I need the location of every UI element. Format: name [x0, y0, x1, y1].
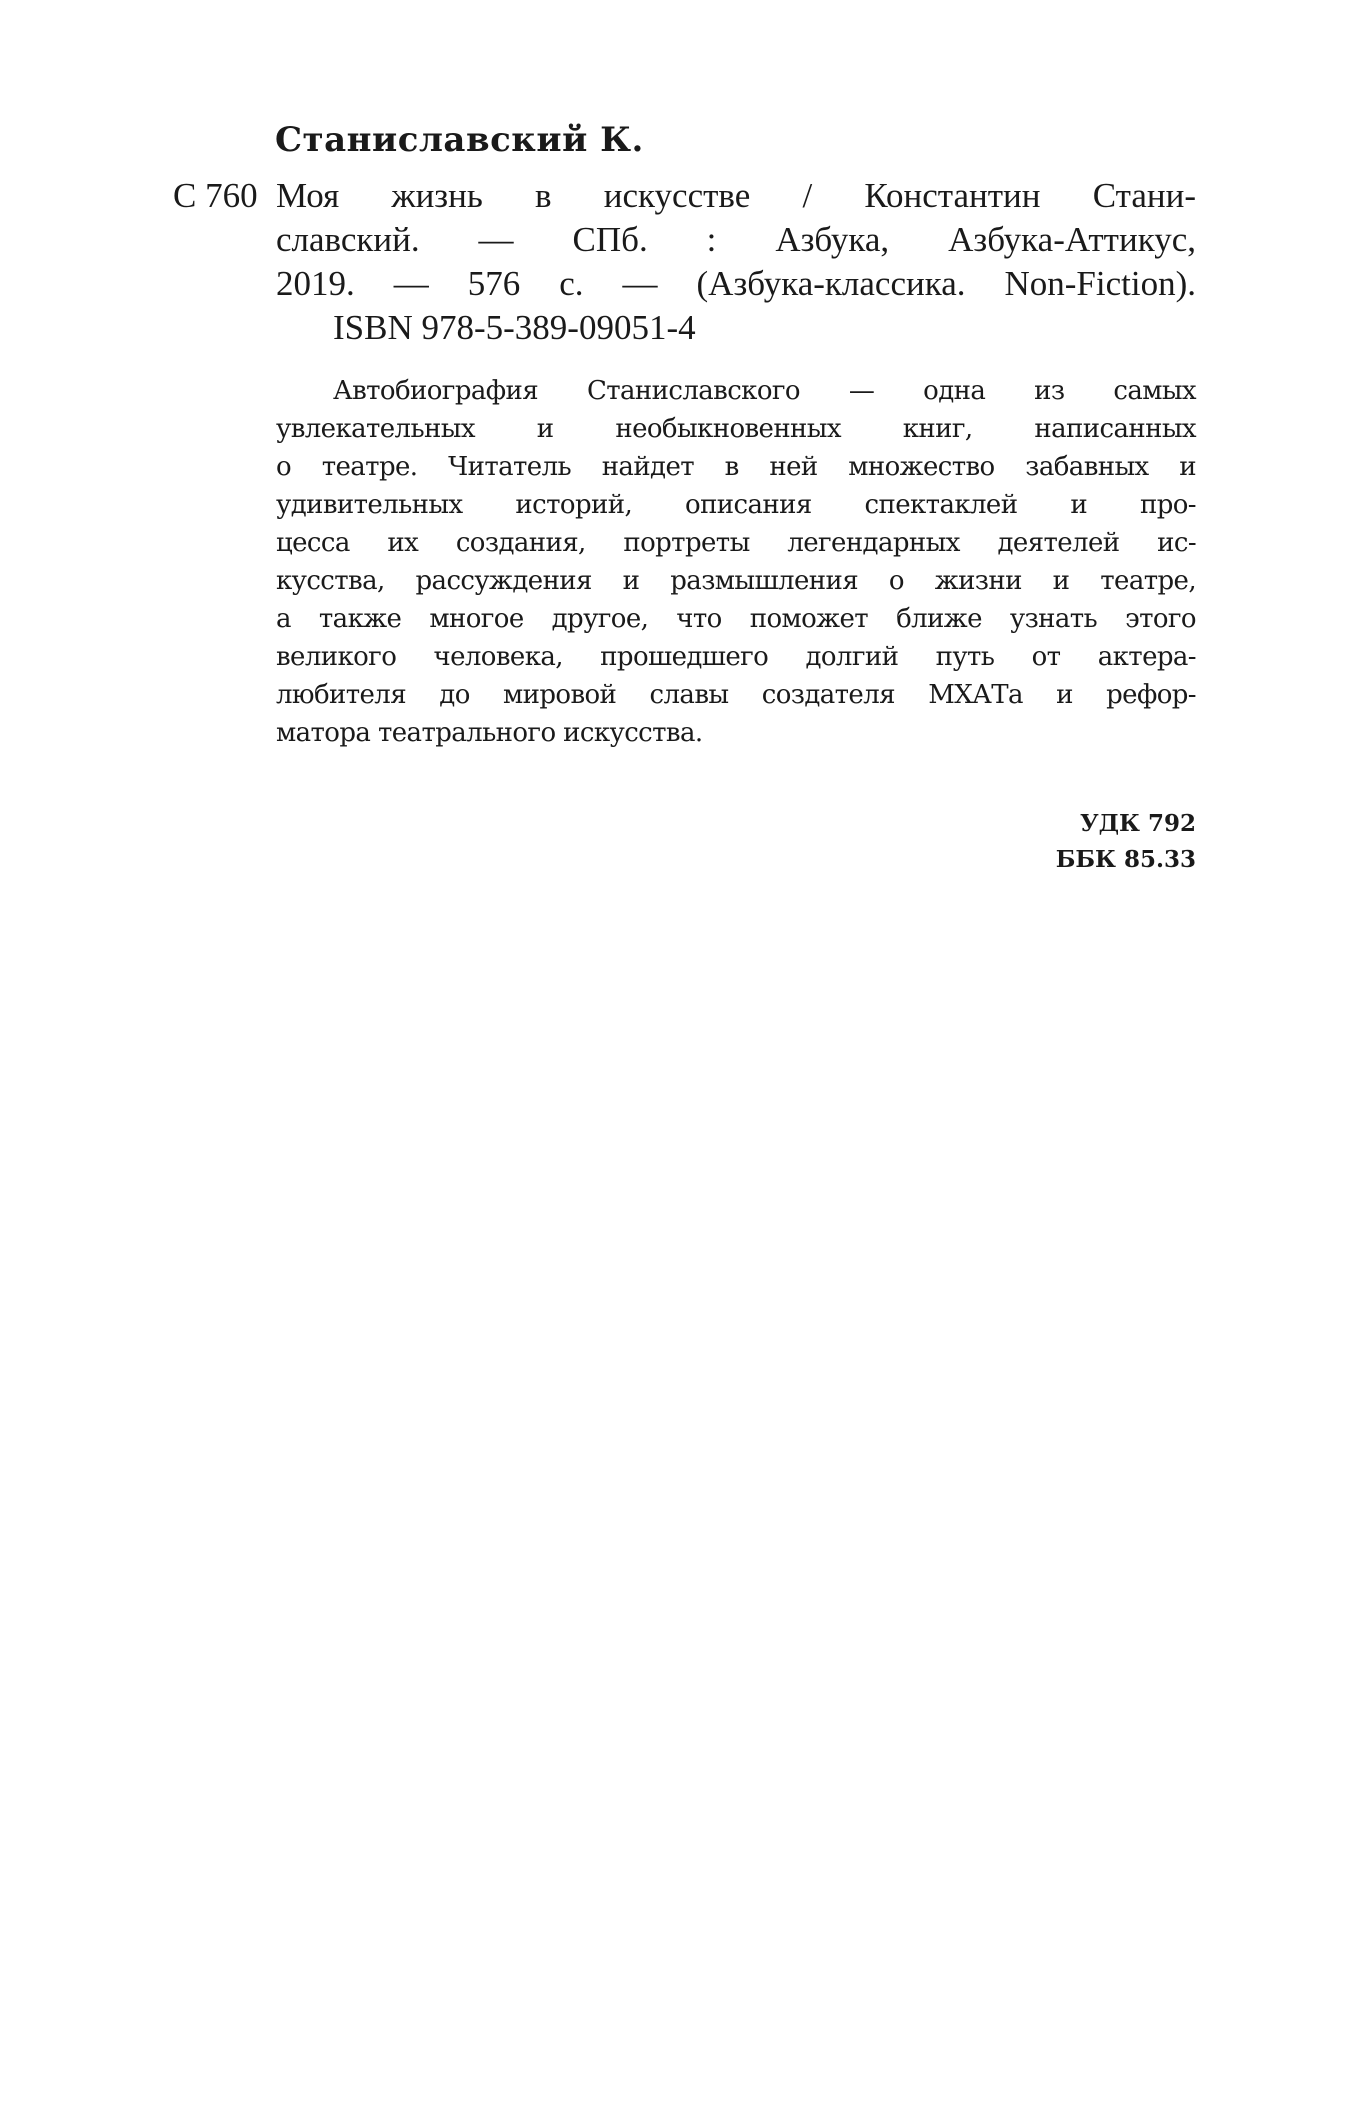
entry-line-title: Моя жизнь в искусстве / Константин Стани- — [276, 176, 1196, 215]
classification-indexes — [1056, 806, 1196, 878]
annotation-line: цесса их создания, портреты легендарных деятелей ис- — [276, 528, 1196, 558]
udc-code: УДК 792 — [1079, 810, 1196, 837]
annotation-line: любителя до мировой славы создателя МХАТа и рефор- — [276, 680, 1196, 710]
annotation-line: кусства, рассуждения и размышления о жизни и театре, — [276, 566, 1196, 596]
entry-line-isbn: ISBN 978-5-389-09051-4 — [333, 308, 696, 347]
annotation-line: увлекательных и необыкновенных книг, написанных — [276, 414, 1196, 444]
annotation-line: удивительных историй, описания спектаклей и про- — [276, 490, 1196, 520]
entry-line-publisher: славский. — СПб. : Азбука, Азбука-Аттикус, — [276, 220, 1196, 259]
bibliographic-entry — [276, 174, 1196, 350]
entry-line-series: 2019. — 576 с. — (Азбука-классика. Non-Fiction). — [276, 264, 1196, 303]
annotation-line: а также многое другое, что поможет ближе узнать этого — [276, 604, 1196, 634]
annotation-line: о театре. Читатель найдет в ней множество забавных и — [276, 452, 1196, 482]
annotation-line: великого человека, прошедшего долгий путь от актера- — [276, 642, 1196, 672]
classification-code: С 760 — [173, 176, 258, 215]
annotation — [276, 372, 1196, 752]
author-heading: Станиславский К. — [275, 120, 644, 160]
bbk-code: ББК 85.33 — [1055, 846, 1196, 873]
annotation-line: матора театрального искусства. — [276, 718, 703, 748]
annotation-line: Автобиография Станиславского — одна из самых — [333, 376, 1196, 406]
